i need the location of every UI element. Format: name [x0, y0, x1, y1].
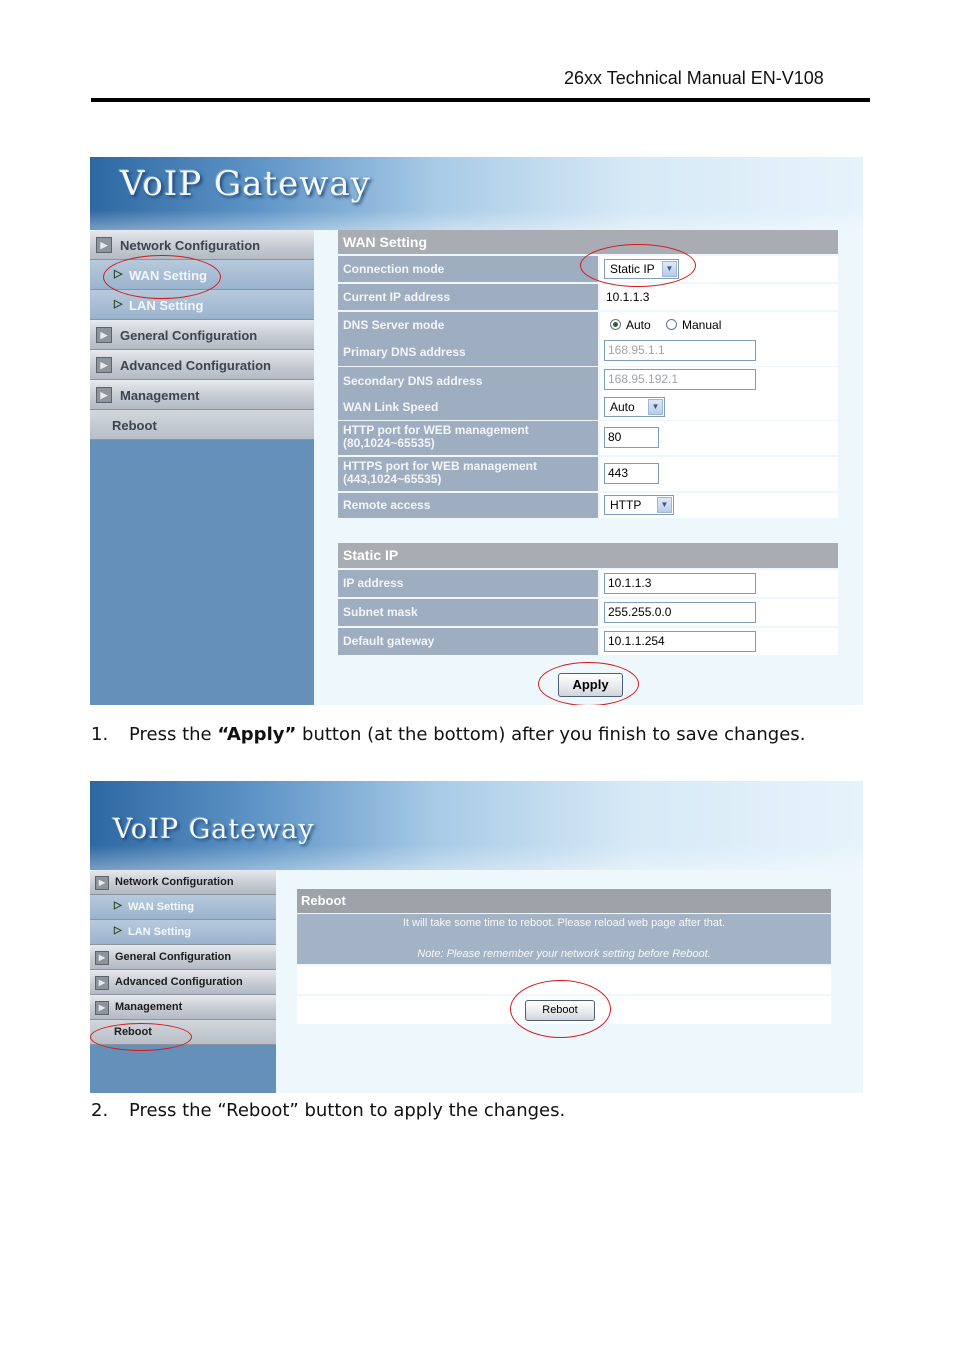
chevron-down-icon: ▼ — [657, 497, 672, 513]
secondary-dns-input[interactable]: 168.95.192.1 — [604, 369, 756, 390]
banner-title: VoIP Gateway — [113, 814, 315, 845]
http-port-label-line2: (80,1024~65535) — [343, 436, 435, 450]
banner — [90, 781, 863, 870]
sidebar-item-lan-setting[interactable] — [90, 920, 276, 945]
sidebar-item-label: LAN Setting — [128, 926, 191, 938]
sidebar-item-label: Management — [115, 1001, 183, 1013]
sidebar-item-label: Advanced Configuration — [120, 358, 271, 373]
http-port-label-line1: HTTP port for WEB management — [343, 423, 529, 437]
triangle-right-icon: ▷ — [114, 268, 123, 280]
dns-manual-label: Manual — [682, 318, 722, 332]
expand-icon: ▶ — [96, 327, 112, 343]
dns-server-mode-cell — [600, 312, 838, 338]
primary-dns-input[interactable]: 168.95.1.1 — [604, 340, 756, 361]
default-gateway-label: Default gateway — [338, 628, 598, 655]
sidebar-item-advanced-configuration[interactable] — [90, 350, 314, 380]
wan-link-speed-select[interactable] — [604, 397, 665, 417]
expand-icon: ▶ — [95, 951, 109, 965]
reboot-spacer-row — [297, 966, 831, 994]
dns-manual-radio[interactable] — [666, 319, 677, 330]
sidebar-item-label: Network Configuration — [115, 876, 234, 888]
header-rule — [91, 98, 870, 102]
ip-address-label: IP address — [338, 570, 598, 597]
subnet-mask-label: Subnet mask — [338, 599, 598, 626]
http-port-cell — [600, 421, 838, 455]
expand-icon: ▶ — [95, 1001, 109, 1015]
caption-number: 1. — [91, 724, 109, 745]
remote-access-label: Remote access — [338, 493, 598, 518]
primary-dns-cell — [600, 338, 838, 366]
expand-icon: ▶ — [96, 357, 112, 373]
sidebar-item-label: LAN Setting — [129, 298, 204, 313]
reboot-note: Note: Please remember your network setting before Reboot. — [417, 948, 711, 960]
chevron-down-icon: ▼ — [648, 399, 663, 415]
https-port-input[interactable]: 443 — [604, 463, 659, 484]
expand-icon: ▶ — [96, 237, 112, 253]
sidebar-item-general-configuration[interactable] — [90, 320, 314, 350]
triangle-right-icon: ▷ — [114, 925, 122, 936]
remote-access-cell — [600, 493, 838, 518]
sidebar-item-wan-setting[interactable] — [90, 260, 314, 290]
current-ip-label: Current IP address — [338, 284, 598, 310]
expand-icon: ▶ — [96, 387, 112, 403]
current-ip-value: 10.1.1.3 — [606, 290, 650, 304]
expand-icon: ▶ — [95, 876, 109, 890]
dns-auto-radio[interactable] — [610, 319, 621, 330]
caption-step-1 — [91, 724, 805, 745]
secondary-dns-cell — [600, 367, 838, 395]
banner — [90, 157, 863, 230]
reboot-message: It will take some time to reboot. Please reload web page after that. — [402, 917, 726, 929]
ip-address-input[interactable]: 10.1.1.3 — [604, 573, 756, 594]
wan-setting-title: WAN Setting — [338, 230, 838, 254]
sidebar-item-label: Advanced Configuration — [115, 976, 243, 988]
apply-button[interactable]: Apply — [558, 673, 623, 697]
http-port-input[interactable]: 80 — [604, 427, 659, 448]
caption-text: Press the “Reboot” button to apply the changes. — [129, 1100, 566, 1121]
default-gateway-input[interactable]: 10.1.1.254 — [604, 631, 756, 652]
wan-link-speed-cell — [600, 395, 838, 420]
subnet-mask-cell — [600, 599, 838, 626]
sidebar-item-management[interactable] — [90, 995, 276, 1020]
sidebar-item-management[interactable] — [90, 380, 314, 410]
wan-link-speed-label: WAN Link Speed — [338, 395, 598, 420]
chevron-down-icon: ▼ — [662, 261, 677, 277]
triangle-right-icon: ▷ — [114, 298, 123, 310]
connection-mode-value: Static IP — [610, 262, 655, 276]
sidebar-item-label: Reboot — [114, 1026, 152, 1038]
connection-mode-select[interactable] — [604, 259, 679, 279]
reboot-title: Reboot — [297, 889, 831, 913]
sidebar-item-label: Network Configuration — [120, 238, 261, 253]
sidebar-item-wan-setting[interactable] — [90, 895, 276, 920]
document-header-title: 26xx Technical Manual EN-V108 — [564, 68, 824, 88]
current-ip-cell — [600, 284, 838, 310]
remote-access-value: HTTP — [610, 498, 642, 512]
triangle-right-icon: ▷ — [114, 900, 122, 911]
default-gateway-cell — [600, 628, 838, 655]
sidebar-item-label: WAN Setting — [129, 268, 207, 283]
sidebar-item-label: General Configuration — [115, 951, 232, 963]
sidebar-item-label: Reboot — [112, 418, 157, 433]
dns-server-mode-label: DNS Server mode — [338, 312, 598, 338]
reboot-screenshot — [90, 781, 863, 1093]
sidebar-item-network-configuration[interactable] — [90, 870, 276, 895]
sidebar-item-general-configuration[interactable] — [90, 945, 276, 970]
sidebar — [90, 230, 314, 705]
https-port-label-line2: (443,1024~65535) — [343, 472, 442, 486]
expand-icon: ▶ — [95, 976, 109, 990]
static-ip-title: Static IP — [338, 543, 838, 568]
sidebar-item-label: Management — [120, 388, 200, 403]
caption-text-bold: “Apply” — [217, 724, 297, 745]
sidebar-item-label: General Configuration — [120, 328, 258, 343]
https-port-cell — [600, 457, 838, 491]
http-port-label — [338, 421, 598, 455]
primary-dns-label: Primary DNS address — [338, 338, 598, 366]
caption-step-2 — [91, 1100, 565, 1121]
remote-access-select[interactable] — [604, 495, 674, 515]
connection-mode-cell — [600, 256, 838, 282]
sidebar — [90, 870, 276, 1093]
sidebar-item-reboot[interactable] — [90, 1020, 276, 1045]
sidebar-item-reboot[interactable] — [90, 410, 314, 440]
wan-link-speed-value: Auto — [610, 400, 635, 414]
sidebar-item-label: WAN Setting — [128, 901, 194, 913]
reboot-message-box — [297, 914, 831, 964]
caption-text-pre: Press the — [129, 724, 218, 745]
ip-address-cell — [600, 570, 838, 597]
secondary-dns-label: Secondary DNS address — [338, 367, 598, 395]
wan-setting-screenshot — [90, 157, 863, 705]
reboot-button[interactable]: Reboot — [525, 1000, 595, 1021]
sidebar-item-network-configuration[interactable] — [90, 230, 314, 260]
subnet-mask-input[interactable]: 255.255.0.0 — [604, 602, 756, 623]
caption-text-post: button (at the bottom) after you finish to save changes. — [296, 724, 806, 745]
dns-auto-label: Auto — [626, 318, 651, 332]
sidebar-item-lan-setting[interactable] — [90, 290, 314, 320]
banner-title: VoIP Gateway — [120, 164, 371, 204]
https-port-label-line1: HTTPS port for WEB management — [343, 459, 538, 473]
caption-number: 2. — [91, 1100, 109, 1121]
sidebar-item-advanced-configuration[interactable] — [90, 970, 276, 995]
connection-mode-label: Connection mode — [338, 256, 598, 282]
https-port-label — [338, 457, 598, 491]
